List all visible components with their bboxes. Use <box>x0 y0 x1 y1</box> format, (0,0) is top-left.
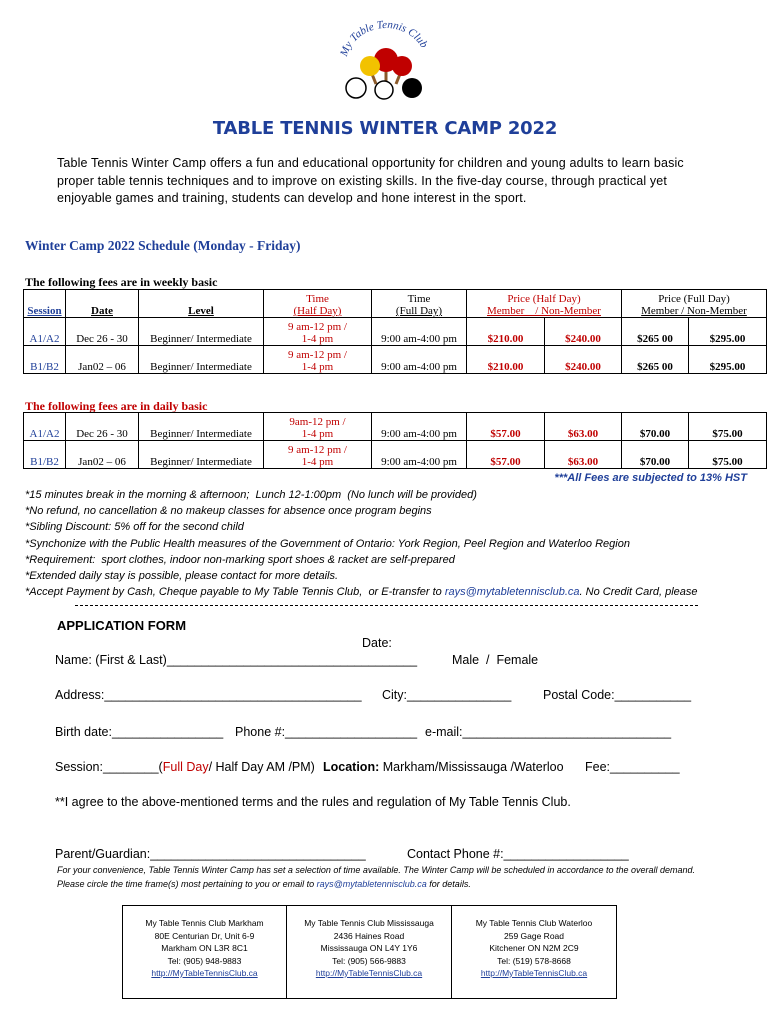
postal-code-field[interactable]: Postal Code:___________ <box>543 688 692 702</box>
convenience-email-link[interactable]: rays@mytabletennisclub.ca <box>316 878 427 889</box>
cell-level: Beginner/ Intermediate <box>139 413 264 441</box>
cell-full-time: 9:00 am-4:00 pm <box>372 318 467 346</box>
cell-half-time <box>264 441 372 469</box>
email-field[interactable]: e-mail:______________________________ <box>425 725 672 739</box>
cell-session: B1/B2 <box>24 346 66 374</box>
application-form-title: APPLICATION FORM <box>57 618 187 633</box>
header-price-half <box>467 290 622 318</box>
branch-phone: Tel: (905) 948-9883 <box>167 955 242 966</box>
cell-half-member: $57.00 <box>467 441 545 469</box>
branch-markham <box>122 905 287 999</box>
note-item: *Extended daily stay is possible, please contact for more details. <box>25 570 339 583</box>
hst-note: ***All Fees are subjected to 13% HST <box>554 472 747 484</box>
table-row <box>24 413 767 441</box>
cell-half-member: $210.00 <box>467 346 545 374</box>
cell-half-time-line1: 9 am-12 pm / <box>288 321 347 333</box>
note-item: *Synchonize with the Public Health measures of the Government of Ontario: York Region, Peel Region and Waterloo Region <box>25 537 630 550</box>
payment-email-link[interactable]: rays@mytabletennisclub.ca <box>444 586 580 599</box>
cell-half-time-line2: 1-4 pm <box>301 456 334 468</box>
branch-address: 2436 Haines Road <box>333 930 405 941</box>
branch-city: Mississauga ON L4Y 1Y6 <box>320 943 418 953</box>
cell-full-member: $70.00 <box>622 413 689 441</box>
fee-field[interactable]: Fee:__________ <box>585 760 680 774</box>
header-time-full <box>372 290 467 318</box>
paddle-icon <box>360 48 412 84</box>
cell-session: A1/A2 <box>24 318 66 346</box>
header-date: Date <box>66 290 139 318</box>
table-header-row <box>24 290 767 318</box>
branch-address: 259 Gage Road <box>503 930 565 941</box>
cell-half-time-line1: 9 am-12 pm / <box>288 349 347 361</box>
cut-line-divider <box>75 605 698 606</box>
cell-half-non: $63.00 <box>545 413 622 441</box>
cell-half-time-line2: 1-4 pm <box>301 333 334 345</box>
cell-full-non: $295.00 <box>689 318 767 346</box>
cell-half-non: $63.00 <box>545 441 622 469</box>
table-row <box>24 346 767 374</box>
address-field[interactable]: Address:_____________________________________ <box>55 688 362 702</box>
header-time-full-line1: Time <box>407 293 431 305</box>
birth-date-field[interactable]: Birth date:________________ <box>55 725 224 739</box>
location-label: Location: <box>323 760 380 774</box>
cell-half-time <box>264 346 372 374</box>
payment-note-end: . No Credit Card, please <box>579 586 698 599</box>
parent-guardian-field[interactable]: Parent/Guardian:_______________________________ <box>55 847 366 861</box>
payment-note-text: *Accept Payment by Cash, Cheque payable to My Table Tennis Club, or E-transfer to <box>25 586 445 599</box>
header-level: Level <box>139 290 264 318</box>
branch-city: Markham ON L3R 8C1 <box>161 943 248 953</box>
cell-full-time: 9:00 am-4:00 pm <box>372 413 467 441</box>
branch-website-link[interactable]: http://MyTableTennisClub.ca <box>315 968 423 978</box>
payment-note <box>25 584 698 600</box>
cell-date: Dec 26 - 30 <box>66 413 139 441</box>
cell-half-time <box>264 318 372 346</box>
branch-contacts <box>122 905 617 999</box>
name-field[interactable]: Name: (First & Last)____________________________________ <box>55 653 418 667</box>
header-time-half-line1: Time <box>306 293 329 305</box>
location-options: Markham/Mississauga /Waterloo <box>379 760 564 774</box>
cell-date: Jan02 – 06 <box>66 441 139 469</box>
convenience-end: for details. <box>426 878 471 889</box>
daily-fees-table <box>23 412 767 469</box>
date-field[interactable]: Date: <box>362 636 392 650</box>
table-row <box>24 318 767 346</box>
location-field[interactable] <box>323 760 564 774</box>
ball-icon <box>346 78 366 98</box>
daily-fees-note: The following fees are in daily basic <box>25 399 208 413</box>
schedule-title: Winter Camp 2022 Schedule (Monday - Friday) <box>25 238 301 253</box>
camp-notes <box>25 487 698 600</box>
cell-session: A1/A2 <box>24 413 66 441</box>
branch-name: My Table Tennis Club Mississauga <box>304 918 434 928</box>
branch-phone: Tel: (905) 566-9883 <box>332 955 406 966</box>
cell-half-member: $57.00 <box>467 413 545 441</box>
session-field[interactable] <box>55 760 315 774</box>
header-time-half-line2: (Half Day) <box>293 305 342 317</box>
cell-half-non: $240.00 <box>545 346 622 374</box>
session-options: / Half Day AM /PM) <box>208 760 315 774</box>
branch-waterloo <box>452 905 617 999</box>
session-label: Session:________( <box>55 760 163 774</box>
logo-text: My Table Tennis Club <box>338 18 430 58</box>
cell-full-non: $75.00 <box>689 413 767 441</box>
note-item: *No refund, no cancellation & no makeup classes for absence once program begins <box>25 505 432 518</box>
header-price-full-line1: Price (Full Day) <box>658 293 730 305</box>
city-field[interactable]: City:_______________ <box>382 688 512 702</box>
cell-half-time-line1: 9am-12 pm / <box>289 416 346 428</box>
header-price-full <box>622 290 767 318</box>
branch-city: Kitchener ON N2M 2C9 <box>489 943 579 953</box>
contact-phone-field[interactable]: Contact Phone #:__________________ <box>407 847 629 861</box>
note-item: *Requirement: sport clothes, indoor non-marking sport shoes & racket are self-prepared <box>25 553 455 566</box>
cell-full-non: $75.00 <box>689 441 767 469</box>
cell-half-time-line1: 9 am-12 pm / <box>288 444 347 456</box>
cell-full-time: 9:00 am-4:00 pm <box>372 346 467 374</box>
header-time-half <box>264 290 372 318</box>
branch-phone: Tel: (519) 578-8668 <box>497 955 571 966</box>
cell-full-non: $295.00 <box>689 346 767 374</box>
cell-half-time-line2: 1-4 pm <box>301 428 334 440</box>
cell-level: Beginner/ Intermediate <box>139 346 264 374</box>
branch-website-link[interactable]: http://MyTableTennisClub.ca <box>151 968 258 978</box>
weekly-fees-note: The following fees are in weekly basic <box>25 275 218 289</box>
ball-icon <box>402 78 422 98</box>
branch-mississauga <box>287 905 452 999</box>
cell-date: Jan02 – 06 <box>66 346 139 374</box>
page-title: TABLE TENNIS WINTER CAMP 2022 <box>212 118 558 139</box>
branch-address: 80E Centurian Dr, Unit 6-9 <box>154 930 255 941</box>
club-logo <box>336 18 436 102</box>
cell-half-non: $240.00 <box>545 318 622 346</box>
note-item: *Sibling Discount: 5% off for the second child <box>25 521 244 534</box>
cell-level: Beginner/ Intermediate <box>139 318 264 346</box>
cell-level: Beginner/ Intermediate <box>139 441 264 469</box>
agreement-statement: **I agree to the above-mentioned terms and the rules and regulation of My Table Tennis Club. <box>55 795 571 809</box>
header-price-full-line2: Member / Non-Member <box>641 305 747 317</box>
cell-full-time: 9:00 am-4:00 pm <box>372 441 467 469</box>
weekly-fees-table <box>23 289 767 374</box>
cell-date: Dec 26 - 30 <box>66 318 139 346</box>
note-item: *15 minutes break in the morning & afternoon; Lunch 12-1:00pm (No lunch will be provided) <box>25 489 477 501</box>
branch-name: My Table Tennis Club Markham <box>145 918 264 928</box>
header-session: Session <box>24 290 66 318</box>
session-full-day: Full Day <box>162 760 209 774</box>
cell-half-member: $210.00 <box>467 318 545 346</box>
cell-full-member: $70.00 <box>622 441 689 469</box>
gender-choice[interactable]: Male / Female <box>452 653 539 667</box>
ball-icon <box>375 81 393 99</box>
convenience-note <box>57 864 717 891</box>
branch-name: My Table Tennis Club Waterloo <box>475 918 593 928</box>
intro-paragraph: Table Tennis Winter Camp offers a fun and educational opportunity for children and young adults to learn basic proper table tennis techniques and to improve on existing skills. In the five-day course, through practical yet enjoyable games and training, students can develop and hone interest in the sport. <box>57 156 684 205</box>
cell-half-time-line2: 1-4 pm <box>301 361 334 373</box>
cell-session: B1/B2 <box>24 441 66 469</box>
header-price-half-line1: Price (Half Day) <box>507 293 581 305</box>
branch-website-link[interactable]: http://MyTableTennisClub.ca <box>480 968 588 978</box>
convenience-text: For your convenience, Table Tennis Winter Camp has set a selection of time available. The Winter Camp will be scheduled in accordance to the overall demand. Please circle the time frame(s) most pertaining to you or email to <box>57 865 696 889</box>
cell-full-member: $265 00 <box>622 318 689 346</box>
header-time-full-line2: (Full Day) <box>395 305 443 317</box>
cell-half-time <box>264 413 372 441</box>
header-price-half-line2: Member / Non-Member <box>487 305 601 317</box>
table-row <box>24 441 767 469</box>
cell-full-member: $265 00 <box>622 346 689 374</box>
phone-field[interactable]: Phone #:___________________ <box>235 725 418 739</box>
